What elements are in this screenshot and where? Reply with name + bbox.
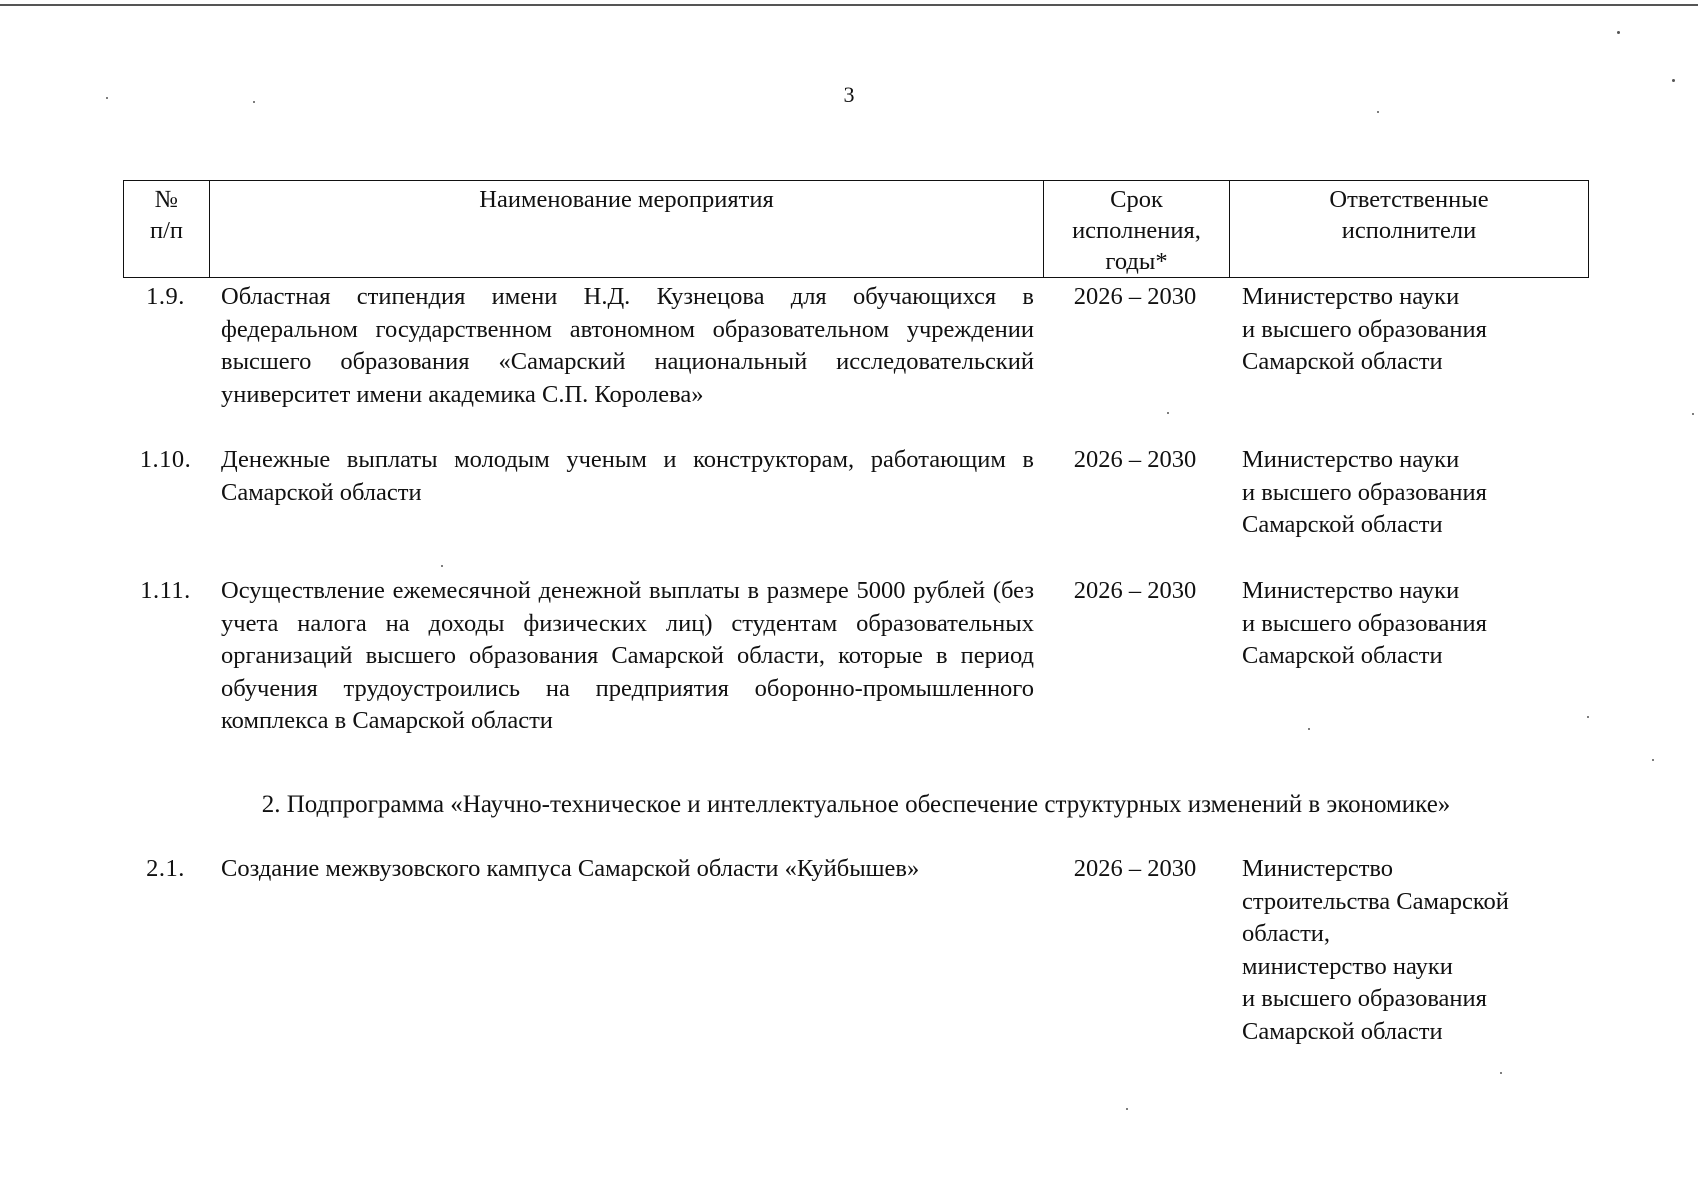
- row-responsible: Министерство науки и высшего образования Самарской области: [1242, 283, 1487, 375]
- row-number: 1.10.: [139, 446, 192, 473]
- section-heading: 2. Подпрограмма «Научно-техническое и интеллектуальное обеспечение структурных изменений в экономике»: [261, 791, 1451, 818]
- scan-speck: [1587, 716, 1589, 718]
- scan-speck: [1500, 1072, 1502, 1074]
- scan-speck: [1126, 1108, 1128, 1110]
- row-name: Осуществление ежемесячной денежной выплаты в размере 5000 рублей (без учета налога на доходы физических лиц) студентам образовательных организаций высшего образования Самарской области, которые в период обучения трудоустроились на предприятия оборонно-промышленного комплекса в Самарской области: [221, 577, 1034, 734]
- scan-speck: [1377, 111, 1379, 113]
- header-term: Срок исполнения, годы*: [1043, 181, 1229, 277]
- row-term: 2026 – 2030: [1073, 855, 1197, 882]
- scan-speck: [441, 565, 443, 567]
- scan-speck: [1652, 759, 1654, 761]
- scan-top-edge-line: [0, 4, 1698, 6]
- page-number: 3: [843, 82, 855, 107]
- scan-speck: [1167, 412, 1169, 414]
- row-responsible: Министерство науки и высшего образования Самарской области: [1242, 446, 1487, 538]
- row-name: Создание межвузовского кампуса Самарской области «Куйбышев»: [221, 855, 920, 882]
- scan-speck: [1692, 413, 1694, 415]
- row-number: 1.9.: [146, 283, 185, 310]
- scan-speck: [1617, 31, 1620, 34]
- row-responsible: Министерство строительства Самарской области, министерство науки и высшего образования Самарской области: [1242, 855, 1509, 1045]
- row-term: 2026 – 2030: [1073, 446, 1197, 473]
- row-number: 2.1.: [146, 855, 185, 882]
- scan-speck: [1308, 728, 1310, 730]
- row-name: Областная стипендия имени Н.Д. Кузнецова для обучающихся в федеральном государственном автономном образовательном учреждении высшего образования «Самарский национальный исследовательский университет имени академика С.П. Королева»: [221, 283, 1034, 408]
- table-header: [123, 180, 1589, 278]
- row-responsible: Министерство науки и высшего образования Самарской области: [1242, 577, 1487, 669]
- row-number: 1.11.: [140, 577, 191, 604]
- header-name: Наименование мероприятия: [209, 181, 1043, 277]
- header-responsible: Ответственные исполнители: [1229, 181, 1588, 277]
- row-term: 2026 – 2030: [1073, 283, 1197, 310]
- row-term: 2026 – 2030: [1073, 577, 1197, 604]
- header-number: № п/п: [149, 186, 184, 244]
- row-name: Денежные выплаты молодым ученым и конструкторам, работающим в Самарской области: [221, 446, 1034, 506]
